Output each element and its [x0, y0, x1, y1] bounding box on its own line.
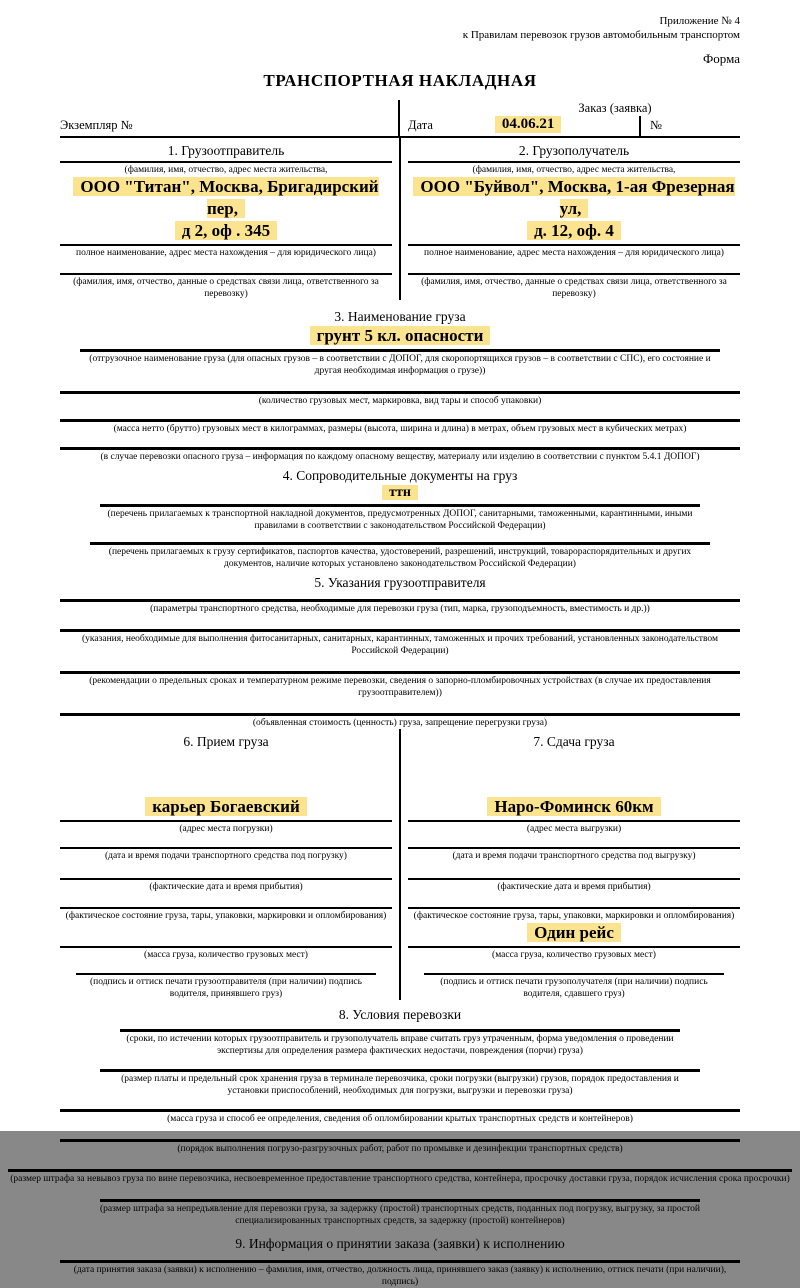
cargo-value-row	[60, 325, 740, 347]
reception-delivery-block	[60, 729, 740, 1000]
consignee-entity-caption: полное наименование, адрес места нахождения – для юридического лица)	[408, 244, 740, 259]
reception-field-3	[60, 878, 392, 893]
delivery-address-row	[408, 796, 740, 818]
documents-caption-1: (перечень прилагаемых к транспортной накладной документов, предусмотренных ДОПОГ, санитарными, таможенными, карантинными, иными правилами в соответствии с законодательством Российской Федерации)	[100, 504, 700, 532]
documents-section	[60, 463, 740, 570]
order-number-label: №	[639, 116, 740, 136]
cargo-section	[60, 304, 740, 463]
consignee-entity-field	[408, 244, 740, 259]
order-acceptance-title: 9. Информация о принятии заказа (заявки) к исполнению	[235, 1236, 565, 1251]
conditions-caption-5: (размер штрафа за невывоз груза по вине перевозчика, несвоевременное предоставление транспортного средства, контейнера, просрочку доставки груза, порядок исчисления срока просрочки)	[8, 1169, 792, 1185]
delivery-field-6	[408, 973, 740, 1000]
reception-caption-4: (фактическое состояние груза, тары, упаковки, маркировки и опломбирования)	[60, 907, 392, 922]
delivery-field-2	[408, 847, 740, 862]
reception-field-5	[60, 946, 392, 961]
conditions-caption-1: (сроки, по истечении которых грузоотправитель и грузополучатель вправе считать груз утраченным, форма уведомления о проведении экспертизы для определения размера фактических недостачи, повреждения (порчи) груза)	[120, 1029, 680, 1057]
cargo-field-4	[60, 447, 740, 463]
conditions-caption-3: (масса груза и способ ее определения, сведения об опломбировании крытых транспортных средств и контейнеров)	[60, 1109, 740, 1125]
reception-address-row	[60, 796, 392, 818]
cargo-caption-4: (в случае перевозки опасного груза – информация по каждому опасному веществу, материалу или изделию в соответствии с пунктом 5.4.1 ДОПОГ)	[60, 447, 740, 463]
reception-address-value: карьер Богаевский	[145, 797, 307, 816]
delivery-caption-6: (подпись и оттиск печати грузополучателя (при наличии) подпись водителя, сдавшего груз)	[424, 973, 724, 1000]
conditions-field-2	[60, 1069, 740, 1097]
consignor-value-line-1: ООО "Титан", Москва, Бригадирский пер,	[73, 177, 378, 218]
conditions-field-1	[60, 1029, 740, 1057]
consignor-title: 1. Грузоотправитель	[167, 143, 285, 158]
appendix-line-1: Приложение № 4	[659, 15, 740, 27]
consignor-value-line-2: д 2, оф . 345	[175, 221, 277, 240]
reception-field-4	[60, 907, 392, 922]
consignor-person-caption: (фамилия, имя, отчество, адрес места жительства,	[60, 161, 392, 176]
consignee-value-line-2: д. 12, оф. 4	[527, 221, 621, 240]
consignor-person-field	[60, 161, 392, 176]
consignor-value	[60, 176, 392, 242]
reception-field-1	[60, 820, 392, 835]
conditions-section	[10, 1002, 790, 1227]
conditions-field-3	[60, 1109, 740, 1125]
instructions-field-1	[60, 599, 740, 615]
delivery-caption-3: (фактические дата и время прибытия)	[408, 878, 740, 893]
conditions-field-6	[60, 1199, 740, 1227]
instructions-field-3	[60, 671, 740, 699]
conditions-field-5	[8, 1169, 792, 1185]
order-label: Заказ (заявка)	[578, 101, 652, 115]
consignee-value-line-1: ООО "Буйвол", Москва, 1-ая Фрезерная ул,	[413, 177, 734, 218]
consignor-contact-caption: (фамилия, имя, отчество, данные о средствах связи лица, ответственного за перевозку)	[60, 273, 392, 300]
reception-caption-1: (адрес места погрузки)	[60, 820, 392, 835]
document-title: ТРАНСПОРТНАЯ НАКЛАДНАЯ	[263, 71, 537, 90]
order-acceptance-section	[60, 1231, 740, 1288]
reception-title: 6. Прием груза	[183, 734, 269, 749]
instructions-field-2	[60, 629, 740, 657]
cargo-field-3	[60, 419, 740, 435]
reception-field-6	[60, 973, 392, 1000]
order-acceptance-caption-1: (дата принятия заказа (заявки) к исполнению – фамилия, имя, отчество, должность лица, принявшего заказ (заявку) к исполнению, оттиск печати (при наличии), подпись)	[60, 1260, 740, 1288]
cargo-field-2	[60, 391, 740, 407]
reception-caption-2: (дата и время подачи транспортного средства под погрузку)	[60, 847, 392, 862]
form-label: Форма	[703, 51, 740, 66]
documents-field-1	[60, 504, 740, 532]
reception-field-2	[60, 847, 392, 862]
documents-value-row	[60, 484, 740, 502]
cargo-title: 3. Наименование груза	[334, 309, 466, 324]
delivery-empty-slot	[408, 750, 740, 796]
delivery-field-5	[408, 946, 740, 961]
reception-section	[60, 729, 399, 1000]
date-label: Дата	[408, 118, 433, 132]
cargo-value: грунт 5 кл. опасности	[310, 326, 491, 345]
cargo-caption-1: (отгрузочное наименование груза (для опасных грузов – в соответствии с ДОПОГ, для скоропортящихся грузов – в соответствии с СПС), его состояние и другая необходимая информация о грузе))	[80, 349, 720, 377]
reception-caption-3: (фактические дата и время прибытия)	[60, 878, 392, 893]
header-strip	[60, 100, 740, 138]
appendix-line-2: к Правилам перевозок грузов автомобильным транспортом	[462, 29, 740, 41]
documents-value: ттн	[382, 485, 418, 500]
delivery-title: 7. Сдача груза	[533, 734, 615, 749]
cargo-field-1	[60, 349, 740, 377]
reception-caption-5: (масса груза, количество грузовых мест)	[60, 946, 392, 961]
delivery-caption-2: (дата и время подачи транспортного средства под выгрузку)	[408, 847, 740, 862]
documents-caption-2: (перечень прилагаемых к грузу сертификатов, паспортов качества, удостоверений, разрешений, инструкций, товарораспорядительных и других документов, наличие которых установлено законодательством Российской Федерации)	[90, 542, 710, 570]
delivery-mass-value: Один рейс	[527, 923, 621, 942]
consignor-entity-field	[60, 244, 392, 259]
reception-empty-slot	[60, 750, 392, 796]
consignor-entity-caption: полное наименование, адрес места нахождения – для юридического лица)	[60, 244, 392, 259]
delivery-mass-row	[408, 922, 740, 946]
delivery-address-value: Наро-Фоминск 60км	[487, 797, 660, 816]
cargo-caption-2: (количество грузовых мест, маркировка, вид тары и способ упаковки)	[60, 391, 740, 407]
instructions-caption-2: (указания, необходимые для выполнения фитосанитарных, санитарных, карантинных, таможенных и прочих требований, установленных законодательством Российской Федерации)	[60, 629, 740, 657]
consignee-person-caption: (фамилия, имя, отчество, адрес места жительства,	[408, 161, 740, 176]
consignee-contact-field	[408, 273, 740, 300]
instructions-field-4	[60, 713, 740, 729]
documents-title: 4. Сопроводительные документы на груз	[282, 468, 518, 483]
conditions-title: 8. Условия перевозки	[338, 1007, 462, 1022]
delivery-caption-5: (масса груза, количество грузовых мест)	[408, 946, 740, 961]
delivery-field-3	[408, 878, 740, 893]
conditions-caption-6: (размер штрафа за непредъявление для перевозки груза, за задержку (простой) транспортных средств, поданных под погрузку, выгрузку, за простой специализированных транспортных средств, за задержку (простой) контейнеров)	[100, 1199, 700, 1227]
instructions-title: 5. Указания грузоотправителя	[314, 575, 486, 590]
delivery-caption-4: (фактическое состояние груза, тары, упаковки, маркировки и опломбирования)	[408, 907, 740, 922]
consignor-consignee-block	[60, 138, 740, 300]
delivery-field-1	[408, 820, 740, 835]
instructions-caption-3: (рекомендации о предельных сроках и температурном режиме перевозки, сведения о запорно-пломбировочных устройствах (в случае их предоставления грузоотправителем))	[60, 671, 740, 699]
conditions-caption-2: (размер платы и предельный срок хранения груза в терминале перевозчика, сроки погрузки (выгрузки) грузов, порядок предоставления и установки приспособлений, необходимых для погрузки, выгрузки и перевозки груза)	[100, 1069, 700, 1097]
consignee-person-field	[408, 161, 740, 176]
conditions-field-4	[60, 1139, 740, 1155]
delivery-field-4	[408, 907, 740, 922]
cargo-caption-3: (масса нетто (брутто) грузовых мест в килограммах, размеры (высота, ширина и длина) в метрах, объем грузовых мест в кубических метрах)	[60, 419, 740, 435]
instructions-section	[60, 570, 740, 729]
instructions-caption-1: (параметры транспортного средства, необходимые для перевозки груза (тип, марка, грузоподъемность, вместимость и др.))	[60, 599, 740, 615]
copy-number-label: Экземпляр №	[60, 118, 133, 132]
documents-field-2	[60, 542, 740, 570]
reception-mass-slot	[60, 922, 392, 946]
consignee-section	[401, 138, 740, 300]
order-acceptance-field-1	[60, 1260, 740, 1288]
delivery-caption-1: (адрес места выгрузки)	[408, 820, 740, 835]
conditions-caption-4: (порядок выполнения погрузо-разгрузочных работ, работ по промывке и дезинфекции транспортных средств)	[60, 1139, 740, 1155]
consignee-title: 2. Грузополучатель	[518, 143, 630, 158]
instructions-caption-4: (объявленная стоимость (ценность) груза, запрещение перегрузки груза)	[60, 713, 740, 729]
consignor-contact-field	[60, 273, 392, 300]
consignee-contact-caption: (фамилия, имя, отчество, данные о средствах связи лица, ответственного за перевозку)	[408, 273, 740, 300]
consignee-value	[408, 176, 740, 242]
delivery-section	[401, 729, 740, 1000]
date-value: 04.06.21	[495, 116, 562, 133]
consignor-section	[60, 138, 399, 300]
reception-caption-6: (подпись и оттиск печати грузоотправителя (при наличии) подпись водителя, принявшего груз)	[76, 973, 376, 1000]
